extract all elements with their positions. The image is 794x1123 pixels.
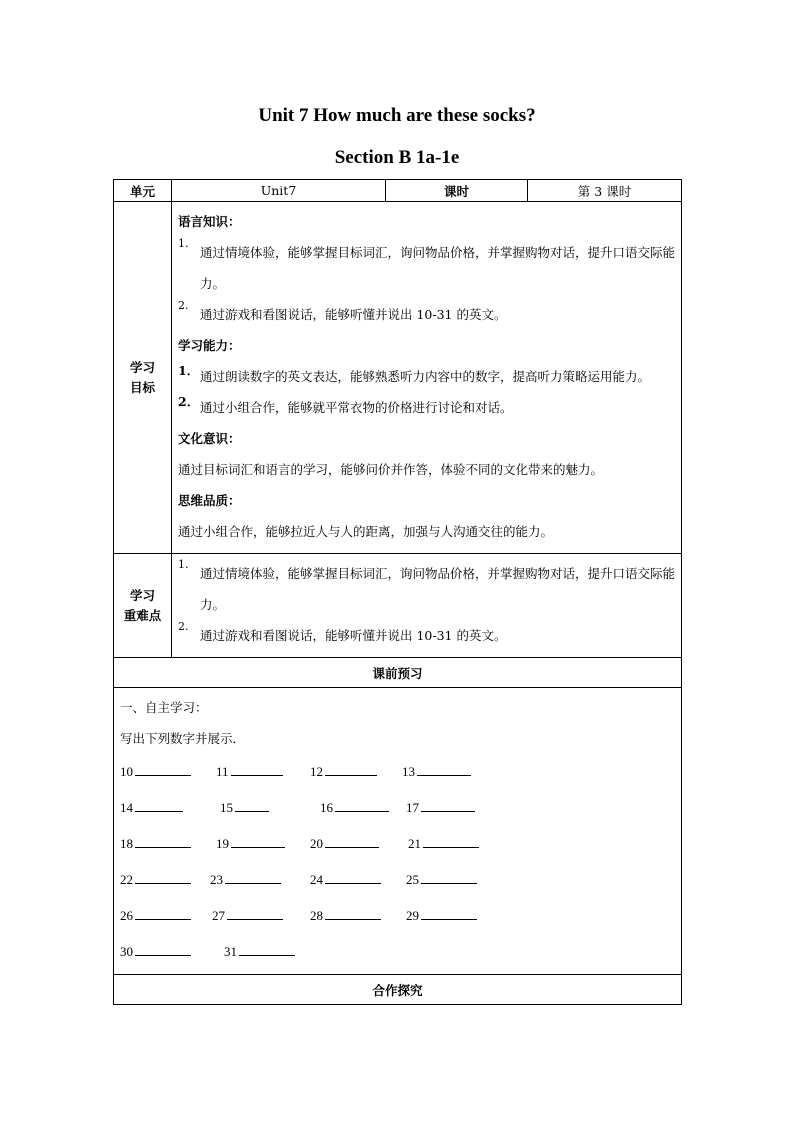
number-label: 20 (310, 836, 323, 851)
preview-heading-row (114, 658, 682, 688)
key-points-content (172, 554, 682, 658)
number-item (120, 762, 191, 780)
number-row (120, 790, 675, 826)
number-label: 15 (220, 800, 233, 815)
answer-blank[interactable] (135, 942, 191, 956)
number-item (224, 942, 295, 960)
document-subtitle: Section B 1a-1e (334, 147, 460, 168)
answer-blank[interactable] (421, 798, 475, 812)
number-grid (120, 754, 675, 970)
language-knowledge-heading: 语言知识： (178, 214, 241, 229)
goals-row (114, 202, 682, 554)
number-item (120, 906, 191, 924)
number-label: 24 (310, 872, 323, 887)
number-row (120, 754, 675, 790)
number-item (220, 798, 269, 816)
goals-content (172, 202, 682, 554)
number-item (120, 942, 191, 960)
answer-blank[interactable] (231, 834, 285, 848)
key-points-row (114, 554, 682, 658)
preview-exercise (114, 688, 682, 975)
number-label: 14 (120, 800, 133, 815)
answer-blank[interactable] (225, 870, 281, 884)
answer-blank[interactable] (423, 834, 479, 848)
document-title: Unit 7 How much are these socks? (258, 105, 536, 126)
number-item (406, 870, 477, 888)
number-label: 21 (408, 836, 421, 851)
number-label: 22 (120, 872, 133, 887)
number-item (406, 906, 477, 924)
number-item (120, 870, 191, 888)
number-item (216, 762, 283, 780)
number-item (310, 762, 377, 780)
learning-ability-item-2: 2． 通过小组合作，能够就平常衣物的价格进行讨论和对话。 (178, 394, 513, 415)
number-item (320, 798, 389, 816)
number-label: 11 (216, 764, 229, 779)
number-item (402, 762, 471, 780)
answer-blank[interactable] (135, 834, 191, 848)
number-label: 28 (310, 908, 323, 923)
number-item (120, 834, 191, 852)
number-label: 12 (310, 764, 323, 779)
learning-ability-item-1: 1． 通过朗读数字的英文表达，能够熟悉听力内容中的数字，提高听力策略运用能力。 (178, 363, 651, 384)
answer-blank[interactable] (239, 942, 295, 956)
number-item (210, 870, 281, 888)
number-item (408, 834, 479, 852)
answer-blank[interactable] (135, 870, 191, 884)
number-label: 16 (320, 800, 333, 815)
number-label: 23 (210, 872, 223, 887)
thinking-quality-text: 通过小组合作，能够拉近人与人的距离，加强与人沟通交往的能力。 (178, 524, 554, 539)
answer-blank[interactable] (325, 834, 379, 848)
lesson-plan-table (113, 179, 682, 1005)
cultural-awareness-heading: 文化意识： (178, 431, 241, 446)
number-item (310, 870, 381, 888)
period-label: 课时 (386, 180, 528, 202)
period-value: 第 3 课时 (528, 180, 682, 202)
preview-exercise-row (114, 688, 682, 975)
key-point-item-1: 1. 通过情境体验，能够掌握目标词汇，询问物品价格，并掌握购物对话，提升口语交际能力。 (178, 558, 676, 612)
unit-value: Unit7 (172, 180, 386, 202)
answer-blank[interactable] (231, 762, 283, 776)
answer-blank[interactable] (421, 906, 477, 920)
number-label: 27 (212, 908, 225, 923)
answer-blank[interactable] (325, 762, 377, 776)
exercise-instruction: 写出下列数字并展示． (120, 731, 246, 746)
number-item (310, 906, 381, 924)
number-label: 26 (120, 908, 133, 923)
number-item (120, 798, 183, 816)
language-knowledge-item-2: 2. 通过游戏和看图说话，能够听懂并说出 10-31 的英文。 (178, 299, 507, 322)
number-label: 17 (406, 800, 419, 815)
number-label: 25 (406, 872, 419, 887)
number-label: 13 (402, 764, 415, 779)
key-point-item-2: 2. 通过游戏和看图说话，能够听懂并说出 10-31 的英文。 (178, 620, 507, 643)
thinking-quality-heading: 思维品质： (178, 493, 241, 508)
unit-label: 单元 (114, 180, 172, 202)
learning-ability-heading: 学习能力： (178, 338, 241, 353)
number-label: 31 (224, 944, 237, 959)
answer-blank[interactable] (135, 762, 191, 776)
header-row (114, 180, 682, 202)
number-item (406, 798, 475, 816)
answer-blank[interactable] (325, 870, 381, 884)
answer-blank[interactable] (235, 798, 269, 812)
cultural-awareness-text: 通过目标词汇和语言的学习，能够问价并作答，体验不同的文化带来的魅力。 (178, 462, 604, 477)
answer-blank[interactable] (421, 870, 477, 884)
answer-blank[interactable] (227, 906, 283, 920)
number-row (120, 934, 675, 970)
number-item (310, 834, 379, 852)
number-label: 19 (216, 836, 229, 851)
number-label: 10 (120, 764, 133, 779)
number-item (216, 834, 285, 852)
goals-label: 学习 目标 (114, 202, 172, 554)
answer-blank[interactable] (335, 798, 389, 812)
answer-blank[interactable] (135, 906, 191, 920)
number-label: 29 (406, 908, 419, 923)
cooperation-heading-row (114, 975, 682, 1005)
number-item (212, 906, 283, 924)
number-row (120, 862, 675, 898)
answer-blank[interactable] (417, 762, 471, 776)
number-row (120, 826, 675, 862)
number-row (120, 898, 675, 934)
language-knowledge-item-1: 1. 通过情境体验，能够掌握目标词汇，询问物品价格，并掌握购物对话，提升口语交际能力。 (178, 237, 676, 291)
answer-blank[interactable] (135, 798, 183, 812)
number-label: 30 (120, 944, 133, 959)
key-points-label: 学习 重难点 (114, 554, 172, 658)
number-label: 18 (120, 836, 133, 851)
cooperation-heading: 合作探究 (114, 975, 682, 1005)
preview-heading: 课前预习 (114, 658, 682, 688)
answer-blank[interactable] (325, 906, 381, 920)
self-study-title: 一、自主学习： (120, 700, 208, 715)
